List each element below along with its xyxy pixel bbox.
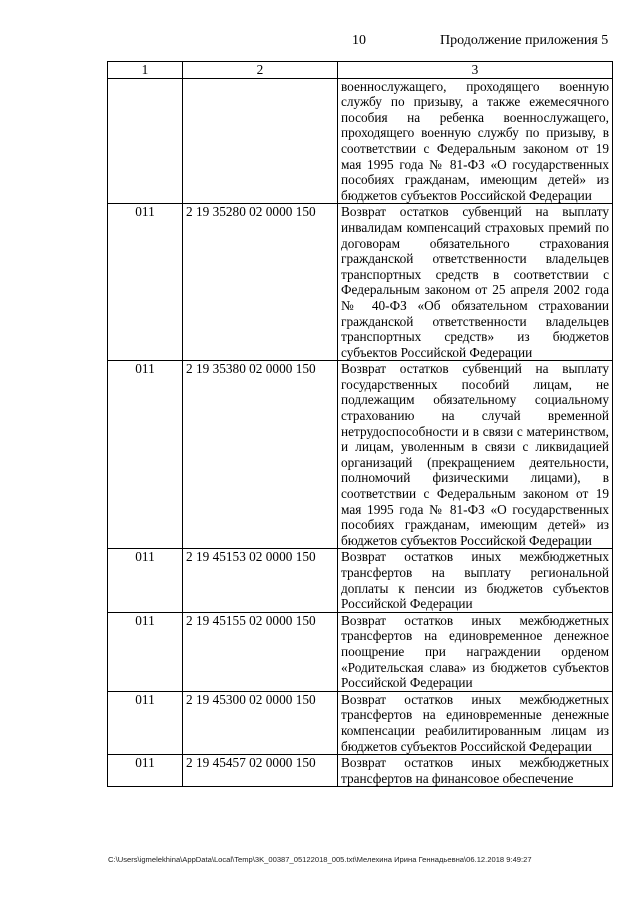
admin-code-cell bbox=[108, 78, 183, 204]
budget-code-cell: 2 19 35380 02 0000 150 bbox=[183, 361, 338, 549]
table-row bbox=[108, 361, 613, 549]
admin-code-cell: 011 bbox=[108, 549, 183, 612]
column-header-3: 3 bbox=[338, 62, 613, 79]
admin-code-cell: 011 bbox=[108, 691, 183, 754]
table-header-row bbox=[108, 62, 613, 79]
description-cell: Возврат остатков иных межбюджетных трансфертов на выплату региональной доплаты к пенсии из бюджетов субъектов Российской Федерации bbox=[338, 549, 613, 612]
description-cell: Возврат остатков иных межбюджетных трансфертов на единовременные денежные компенсации реабилитированным лицам из бюджетов субъектов Российской Федерации bbox=[338, 691, 613, 754]
admin-code-cell: 011 bbox=[108, 204, 183, 361]
table-row bbox=[108, 755, 613, 787]
budget-code-cell: 2 19 45155 02 0000 150 bbox=[183, 612, 338, 691]
admin-code-cell: 011 bbox=[108, 361, 183, 549]
appendix-continuation-label: Продолжение приложения 5 bbox=[440, 33, 609, 48]
description-cell: Возврат остатков иных межбюджетных трансфертов на единовременное денежное поощрение при награждении орденом «Родительская слава» из бюджетов субъектов Российской Федерации bbox=[338, 612, 613, 691]
budget-code-cell: 2 19 45300 02 0000 150 bbox=[183, 691, 338, 754]
admin-code-cell: 011 bbox=[108, 755, 183, 787]
column-header-1: 1 bbox=[108, 62, 183, 79]
document-file-path-footer: C:\Users\igmelekhina\AppData\Local\Temp\3K_00387_05122018_005.txt\Мелехина Ирина Геннадьевна\06.12.2018 9:49:27 bbox=[108, 855, 532, 864]
page-number: 10 bbox=[352, 33, 366, 48]
budget-code-cell: 2 19 35280 02 0000 150 bbox=[183, 204, 338, 361]
description-cell: Возврат остатков субвенций на выплату государственных пособий лицам, не подлежащим обязательному социальному страхованию на случай временной нетрудоспособности и в связи с материнством, и лицам, уволенным в связи с ликвидацией организаций (прекращением деятельности, полномочий физическими лицами), в соответствии с Федеральным законом от 19 мая 1995 года № 81-ФЗ «О государственных пособиях гражданам, имеющим детей» из бюджетов субъектов Российской Федерации bbox=[338, 361, 613, 549]
table-row bbox=[108, 549, 613, 612]
description-cell: Возврат остатков иных межбюджетных трансфертов на финансовое обеспечение bbox=[338, 755, 613, 787]
table-row bbox=[108, 78, 613, 204]
page-header bbox=[0, 33, 640, 53]
admin-code-cell: 011 bbox=[108, 612, 183, 691]
budget-code-cell bbox=[183, 78, 338, 204]
budget-code-cell: 2 19 45153 02 0000 150 bbox=[183, 549, 338, 612]
table-row bbox=[108, 691, 613, 754]
budget-codes-table bbox=[107, 61, 613, 787]
column-header-2: 2 bbox=[183, 62, 338, 79]
description-cell: военнослужащего, проходящего военную службу по призыву, а также ежемесячного пособия на ребенка военнослужащего, проходящего военную службу по призыву, в соответствии с Федеральным законом от 19 мая 1995 года № 81-ФЗ «О государственных пособиях гражданам, имеющим детей» из бюджетов субъектов Российской Федерации bbox=[338, 78, 613, 204]
budget-code-cell: 2 19 45457 02 0000 150 bbox=[183, 755, 338, 787]
description-cell: Возврат остатков субвенций на выплату инвалидам компенсаций страховых премий по договорам обязательного страхования гражданской ответственности владельцев транспортных средств в соответствии с Федеральным законом от 25 апреля 2002 года № 40-ФЗ «Об обязательном страховании гражданской ответственности владельцев транспортных средств» из бюджетов субъектов Российской Федерации bbox=[338, 204, 613, 361]
table-row bbox=[108, 612, 613, 691]
table-row bbox=[108, 204, 613, 361]
